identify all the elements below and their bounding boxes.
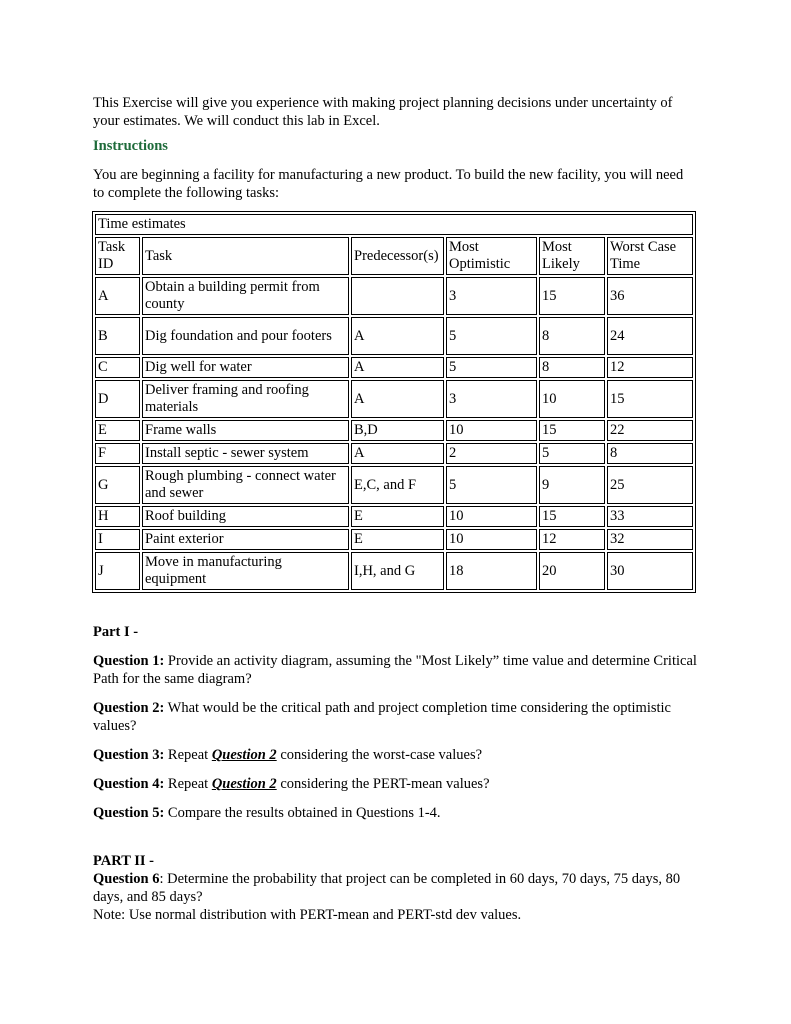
cell-worst-case: 22 (607, 420, 693, 441)
cell-task-id: G (95, 466, 140, 504)
cell-predecessors: A (351, 317, 444, 355)
cell-worst-case: 25 (607, 466, 693, 504)
question-4-post: considering the PERT-mean values? (276, 776, 490, 792)
table-row (95, 443, 693, 464)
cell-task: Dig foundation and pour footers (142, 317, 349, 355)
cell-predecessors: E (351, 529, 444, 550)
cell-task: Obtain a building permit from county (142, 277, 349, 315)
table-row (95, 552, 693, 590)
question-2 (93, 699, 697, 735)
table-row (95, 420, 693, 441)
cell-predecessors: A (351, 380, 444, 418)
intro-paragraph: This Exercise will give you experience with making project planning decisions under uncertainty of your estimates. We will conduct this lab in Excel. (93, 95, 673, 129)
cell-predecessors: B,D (351, 420, 444, 441)
cell-optimistic: 18 (446, 552, 537, 590)
table-body (95, 277, 693, 590)
question-3-post: considering the worst-case values? (276, 747, 483, 763)
cell-worst-case: 36 (607, 277, 693, 315)
cell-likely: 15 (539, 277, 605, 315)
cell-task: Install septic - sewer system (142, 443, 349, 464)
question-4-pre: Repeat (164, 776, 212, 792)
note-text: Note: Use normal distribution with PERT-mean and PERT-std dev values. (93, 907, 522, 923)
instructions-heading: Instructions (93, 138, 168, 154)
cell-likely: 10 (539, 380, 605, 418)
table-row (95, 466, 693, 504)
header-task: Task (142, 237, 349, 275)
question-5-text: Compare the results obtained in Questions 1-4. (164, 805, 441, 821)
cell-task: Paint exterior (142, 529, 349, 550)
part1-heading: Part I - (93, 624, 139, 640)
cell-optimistic: 10 (446, 506, 537, 527)
table-header-row (95, 237, 693, 275)
cell-task: Dig well for water (142, 357, 349, 378)
part2-heading: PART II - (93, 853, 154, 869)
table-row (95, 357, 693, 378)
cell-worst-case: 33 (607, 506, 693, 527)
question-3-pre: Repeat (164, 747, 212, 763)
cell-likely: 15 (539, 506, 605, 527)
question-4 (93, 775, 697, 793)
cell-predecessors: E,C, and F (351, 466, 444, 504)
question-3 (93, 746, 697, 764)
cell-task-id: E (95, 420, 140, 441)
question-2-text: What would be the critical path and project completion time considering the optimistic values? (93, 700, 671, 734)
cell-worst-case: 12 (607, 357, 693, 378)
cell-task-id: B (95, 317, 140, 355)
table-row (95, 277, 693, 315)
cell-task-id: H (95, 506, 140, 527)
cell-optimistic: 5 (446, 317, 537, 355)
cell-worst-case: 30 (607, 552, 693, 590)
cell-task-id: J (95, 552, 140, 590)
question-5 (93, 804, 697, 822)
cell-likely: 20 (539, 552, 605, 590)
cell-worst-case: 32 (607, 529, 693, 550)
question-6-label: Question 6 (93, 871, 160, 887)
question-1 (93, 652, 697, 688)
cell-worst-case: 15 (607, 380, 693, 418)
cell-task: Rough plumbing - connect water and sewer (142, 466, 349, 504)
header-worst-case: Worst Case Time (607, 237, 693, 275)
table-row (95, 506, 693, 527)
header-predecessors: Predecessor(s) (351, 237, 444, 275)
cell-worst-case: 8 (607, 443, 693, 464)
lead-paragraph: You are beginning a facility for manufacturing a new product. To build the new facility, you will need to complete the following tasks: (93, 167, 684, 201)
question-3-ref: Question 2 (211, 747, 277, 763)
cell-task-id: I (95, 529, 140, 550)
table-title-row (95, 214, 693, 235)
cell-likely: 8 (539, 357, 605, 378)
cell-task: Move in manufacturing equipment (142, 552, 349, 590)
question-1-text: Provide an activity diagram, assuming the "Most Likely” time value and determine Critical Path for the same diagram? (93, 653, 697, 687)
cell-optimistic: 5 (446, 466, 537, 504)
cell-likely: 5 (539, 443, 605, 464)
cell-task-id: F (95, 443, 140, 464)
cell-predecessors: A (351, 443, 444, 464)
question-6 (93, 870, 697, 906)
cell-likely: 12 (539, 529, 605, 550)
time-estimates-table (92, 211, 696, 593)
header-task-id: Task ID (95, 237, 140, 275)
table-title: Time estimates (95, 214, 693, 235)
cell-likely: 15 (539, 420, 605, 441)
cell-optimistic: 10 (446, 529, 537, 550)
question-2-label: Question 2: (93, 700, 165, 716)
cell-predecessors: A (351, 357, 444, 378)
table-row (95, 529, 693, 550)
header-most-optimistic: Most Optimistic (446, 237, 537, 275)
question-4-label: Question 4: (93, 776, 165, 792)
cell-optimistic: 3 (446, 277, 537, 315)
cell-optimistic: 3 (446, 380, 537, 418)
cell-task-id: A (95, 277, 140, 315)
question-5-label: Question 5: (93, 805, 165, 821)
question-4-ref: Question 2 (211, 776, 277, 792)
table-row (95, 380, 693, 418)
cell-task-id: C (95, 357, 140, 378)
cell-task: Roof building (142, 506, 349, 527)
table-row (95, 317, 693, 355)
cell-optimistic: 5 (446, 357, 537, 378)
cell-predecessors: I,H, and G (351, 552, 444, 590)
cell-optimistic: 10 (446, 420, 537, 441)
question-1-label: Question 1: (93, 653, 165, 669)
cell-likely: 8 (539, 317, 605, 355)
question-3-label: Question 3: (93, 747, 165, 763)
header-most-likely: Most Likely (539, 237, 605, 275)
cell-likely: 9 (539, 466, 605, 504)
cell-task-id: D (95, 380, 140, 418)
cell-task: Frame walls (142, 420, 349, 441)
cell-task: Deliver framing and roofing materials (142, 380, 349, 418)
document-page (93, 94, 697, 924)
cell-predecessors: E (351, 506, 444, 527)
cell-optimistic: 2 (446, 443, 537, 464)
cell-predecessors (351, 277, 444, 315)
question-6-text: : Determine the probability that project can be completed in 60 days, 70 days, 75 days, 80 days, and 85 days? (93, 871, 681, 905)
cell-worst-case: 24 (607, 317, 693, 355)
